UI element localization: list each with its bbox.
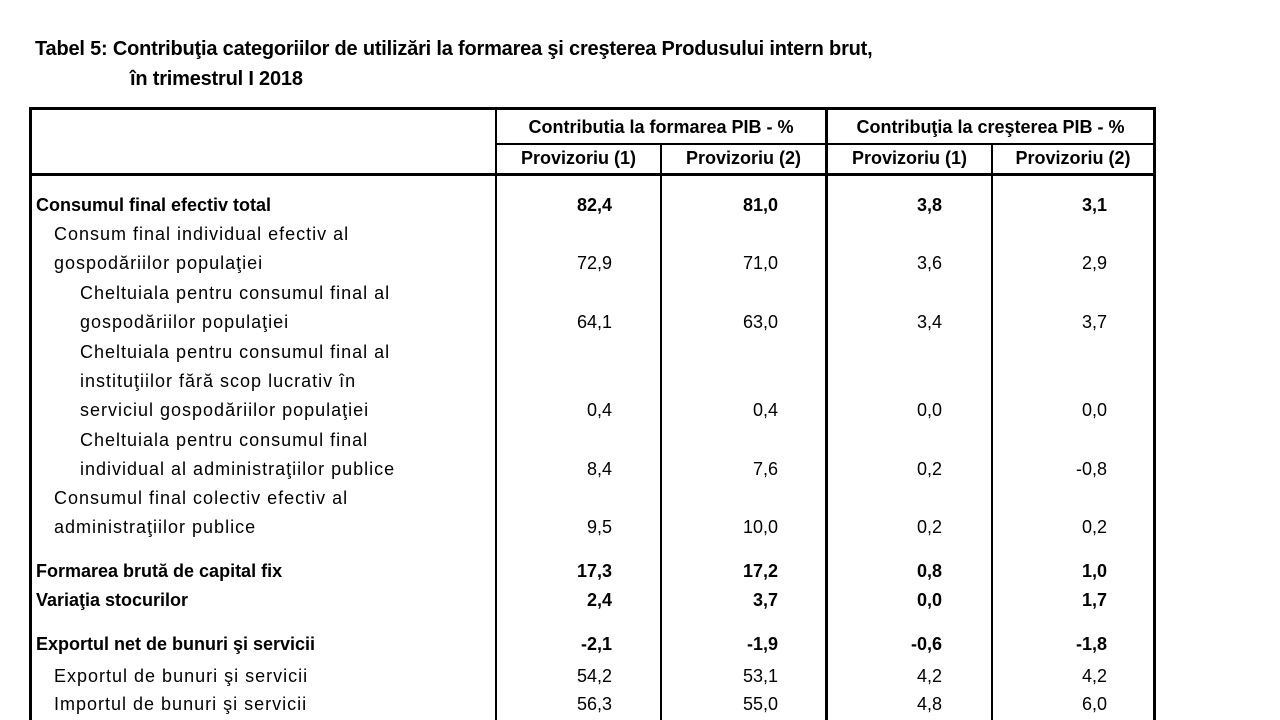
cell-value: 0,4 [752,400,778,421]
header-divider [495,143,1153,145]
cell-value: 53,1 [742,666,778,686]
cell-value: 4,2 [1081,666,1107,686]
cell-value: 82,4 [576,195,612,215]
row-label: Importul de bunuri şi servicii [54,694,308,714]
cell-value: 17,3 [576,561,612,581]
row-label: Formarea brută de capital fix [36,561,283,581]
row-label: Exportul net de bunuri şi servicii [36,634,316,654]
column-divider [660,145,662,720]
cell-value: 72,9 [576,253,612,274]
header-group-formation: Contributia la formarea PIB - % [528,117,794,137]
row-label: Consum final individual efectiv al [54,224,350,244]
cell-value: 3,8 [916,195,942,215]
cell-value: 1,7 [1081,590,1107,610]
cell-value: 9,5 [586,517,612,538]
cell-value: 4,2 [916,666,942,686]
cell-value: -1,9 [746,634,778,654]
cell-value: 3,1 [1081,195,1107,215]
header-provizoriu-2-formation: Provizoriu (2) [685,148,801,168]
cell-value: 3,4 [916,312,942,333]
cell-value: 3,7 [1081,312,1107,333]
cell-value: 0,0 [916,400,942,421]
row-label: gospodăriilor populaţiei [80,312,290,333]
cell-value: 6,0 [1081,694,1107,714]
cell-value: 54,2 [576,666,612,686]
table-title-line1: Tabel 5: Contribuţia categoriilor de utilizări la formarea şi creşterea Produsului intern brut, [35,38,873,60]
header-bottom-border [32,173,1153,176]
cell-value: 7,6 [752,459,778,480]
row-label: Variaţia stocurilor [36,590,189,610]
cell-value: 2,9 [1081,253,1107,274]
row-label: Consumul final colectiv efectiv al [54,488,349,508]
cell-value: 71,0 [742,253,778,274]
contribution-table [29,107,1156,720]
cell-value: -1,8 [1075,634,1107,654]
cell-value: 0,2 [916,517,942,538]
row-label: administraţiilor publice [54,517,257,538]
cell-value: 8,4 [586,459,612,480]
cell-value: 4,8 [916,694,942,714]
cell-value: 63,0 [742,312,778,333]
header-provizoriu-2-growth: Provizoriu (2) [1015,148,1131,168]
cell-value: 0,0 [916,590,942,610]
table-title-line2: în trimestrul I 2018 [130,68,303,90]
cell-value: 56,3 [576,694,612,714]
row-label: Cheltuiala pentru consumul final al [80,283,391,303]
cell-value: 0,0 [1081,400,1107,421]
cell-value: 0,4 [586,400,612,421]
cell-value: 10,0 [742,517,778,538]
row-label: serviciul gospodăriilor populaţiei [80,400,370,421]
cell-value: 1,0 [1081,561,1107,581]
cell-value: 0,8 [916,561,942,581]
cell-value: -0,6 [910,634,942,654]
row-label: Consumul final efectiv total [36,195,272,215]
header-group-growth: Contribuţia la creşterea PIB - % [856,117,1125,137]
row-label: Exportul de bunuri şi servicii [54,666,309,686]
row-label: gospodăriilor populaţiei [54,253,264,274]
cell-value: 64,1 [576,312,612,333]
cell-value: 0,2 [916,459,942,480]
cell-value: 3,6 [916,253,942,274]
row-label: Cheltuiala pentru consumul final [80,430,369,450]
column-divider [991,145,993,720]
cell-value: 81,0 [742,195,778,215]
cell-value: -0,8 [1075,459,1107,480]
group-divider [825,110,828,720]
cell-value: 2,4 [586,590,612,610]
cell-value: 17,2 [742,561,778,581]
row-label: instituţiilor fără scop lucrativ în [80,371,357,392]
row-label: Cheltuiala pentru consumul final al [80,342,391,362]
row-label: individual al administraţiilor publice [80,459,396,480]
header-provizoriu-1-growth: Provizoriu (1) [851,148,967,168]
table-title [35,34,1185,94]
header-provizoriu-1-formation: Provizoriu (1) [520,148,636,168]
cell-value: 3,7 [752,590,778,610]
cell-value: 0,2 [1081,517,1107,538]
cell-value: -2,1 [580,634,612,654]
column-divider [495,110,497,720]
cell-value: 55,0 [742,694,778,714]
